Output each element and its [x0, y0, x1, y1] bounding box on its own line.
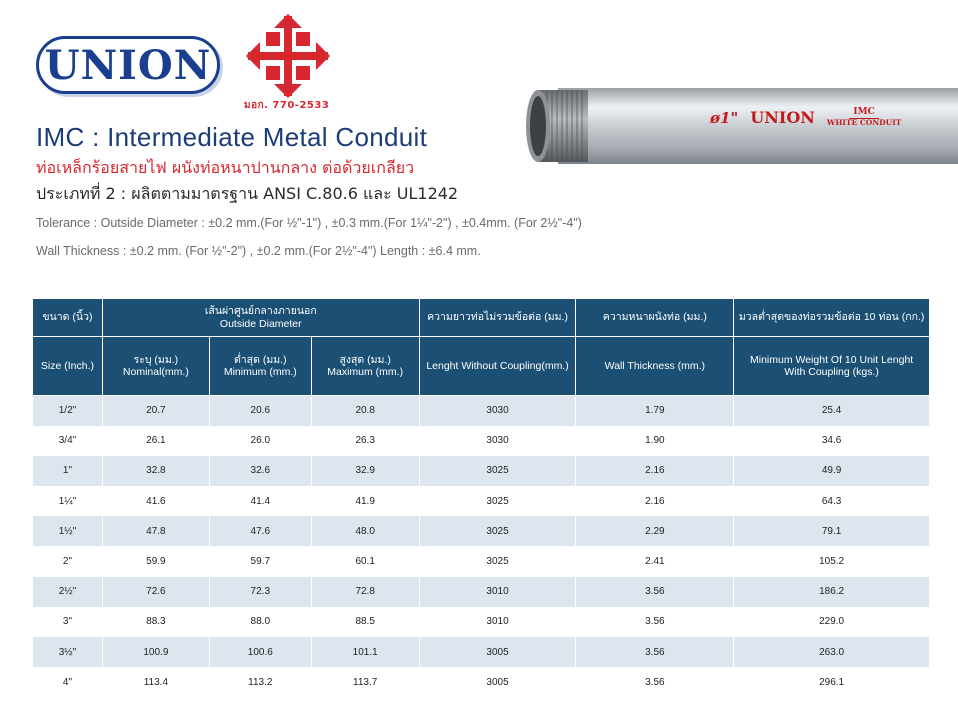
cell-size: 3"	[33, 607, 103, 637]
header-wall-en: Wall Thickness (mm.)	[576, 337, 734, 396]
cell-minimum: 72.3	[209, 577, 311, 607]
cell-length: 3025	[419, 456, 576, 486]
cell-weight: 229.0	[734, 607, 930, 637]
cell-maximum: 88.5	[311, 607, 419, 637]
cell-weight: 49.9	[734, 456, 930, 486]
cell-length: 3005	[419, 667, 576, 697]
tis-standard-mark-icon	[240, 14, 336, 98]
header-length-thai: ความยาวท่อไม่รวมข้อต่อ (มม.)	[419, 299, 576, 337]
header-nominal	[102, 337, 209, 396]
table-row	[33, 577, 930, 607]
cell-weight: 25.4	[734, 396, 930, 426]
header-weight-en: Minimum Weight Of 10 Unit Lenght With Coupling (kgs.)	[734, 337, 930, 396]
cell-size: 1/2"	[33, 396, 103, 426]
wall-thickness-note: Wall Thickness : ±0.2 mm. (For ½"-2") , ±0.2 mm.(For 2½"-4") Length : ±6.4 mm.	[36, 244, 481, 258]
cell-minimum: 47.6	[209, 516, 311, 546]
page-title: IMC : Intermediate Metal Conduit	[36, 122, 428, 152]
cell-length: 3030	[419, 426, 576, 456]
pipe-print-brand: UNION	[750, 108, 815, 128]
cell-size: 1"	[33, 456, 103, 486]
header-outside-diameter-en: Outside Diameter	[219, 317, 302, 330]
cell-maximum: 113.7	[311, 667, 419, 697]
cell-length: 3025	[419, 546, 576, 576]
cell-length: 3025	[419, 486, 576, 516]
cell-minimum: 113.2	[209, 667, 311, 697]
cell-size: 2½"	[33, 577, 103, 607]
cell-maximum: 20.8	[311, 396, 419, 426]
cell-wall: 3.56	[576, 577, 734, 607]
header-maximum-en: Maximum (mm.)	[327, 366, 404, 378]
header-outside-diameter	[102, 299, 419, 337]
table-row	[33, 516, 930, 546]
table-header-row-2	[33, 337, 930, 396]
header-minimum	[209, 337, 311, 396]
header-maximum-thai: สูงสุด (มม.)	[339, 353, 391, 366]
header-outside-diameter-thai: เส้นผ่าศูนย์กลางภายนอก	[204, 305, 317, 318]
cell-weight: 64.3	[734, 486, 930, 516]
cell-maximum: 101.1	[311, 637, 419, 667]
table-row	[33, 426, 930, 456]
tis-label: มอก. 770-2533	[244, 100, 330, 111]
cell-nominal: 41.6	[102, 486, 209, 516]
cell-minimum: 32.6	[209, 456, 311, 486]
cell-minimum: 41.4	[209, 486, 311, 516]
cell-minimum: 59.7	[209, 546, 311, 576]
cell-size: 3/4"	[33, 426, 103, 456]
cell-weight: 296.1	[734, 667, 930, 697]
cell-wall: 2.16	[576, 456, 734, 486]
cell-maximum: 72.8	[311, 577, 419, 607]
cell-size: 2"	[33, 546, 103, 576]
header-length-en: Lenght Without Coupling(mm.)	[419, 337, 576, 396]
cell-nominal: 72.6	[102, 577, 209, 607]
pipe-print-type-top: IMC	[849, 108, 878, 119]
cell-nominal: 32.8	[102, 456, 209, 486]
cell-nominal: 47.8	[102, 516, 209, 546]
cell-maximum: 41.9	[311, 486, 419, 516]
cell-size: 3½"	[33, 637, 103, 667]
table-row	[33, 637, 930, 667]
header-size-thai: ขนาด (นิ้ว)	[33, 299, 103, 337]
standard-type-line: ประเภทที่ 2 : ผลิตตามมาตรฐาน ANSI C.80.6 และ UL1242	[36, 184, 459, 203]
table-row	[33, 396, 930, 426]
table-row	[33, 546, 930, 576]
header-minimum-thai: ต่ำสุด (มม.)	[233, 353, 287, 366]
cell-length: 3010	[419, 577, 576, 607]
pipe-print-size: ø1"	[710, 108, 739, 127]
cell-maximum: 48.0	[311, 516, 419, 546]
cell-minimum: 88.0	[209, 607, 311, 637]
cell-wall: 2.29	[576, 516, 734, 546]
cell-weight: 263.0	[734, 637, 930, 667]
cell-weight: 186.2	[734, 577, 930, 607]
cell-wall: 1.79	[576, 396, 734, 426]
cell-weight: 79.1	[734, 516, 930, 546]
union-logo-text: UNION	[44, 41, 212, 89]
spec-table	[32, 298, 930, 697]
cell-nominal: 88.3	[102, 607, 209, 637]
pipe-print-type	[827, 108, 901, 127]
cell-weight: 34.6	[734, 426, 930, 456]
page-subtitle-thai: ท่อเหล็กร้อยสายไฟ ผนังท่อหนาปานกลาง ต่อด้วยเกลียว	[36, 158, 415, 177]
pipe-print	[710, 108, 901, 127]
tolerance-note: Tolerance : Outside Diameter : ±0.2 mm.(For ½"-1") , ±0.3 mm.(For 1¼"-2") , ±0.4mm. (For 2½"-4")	[36, 216, 582, 230]
cell-nominal: 113.4	[102, 667, 209, 697]
header-wall-thai: ความหนาผนังท่อ (มม.)	[576, 299, 734, 337]
table-row	[33, 667, 930, 697]
cell-length: 3005	[419, 637, 576, 667]
cell-minimum: 26.0	[209, 426, 311, 456]
cell-minimum: 20.6	[209, 396, 311, 426]
cell-weight: 105.2	[734, 546, 930, 576]
table-header-row-1	[33, 299, 930, 337]
header-size-en: Size (Inch.)	[33, 337, 103, 396]
cell-wall: 3.56	[576, 607, 734, 637]
cell-wall: 3.56	[576, 637, 734, 667]
cell-size: 1½"	[33, 516, 103, 546]
table-row	[33, 486, 930, 516]
header-minimum-en: Minimum (mm.)	[223, 366, 297, 378]
spec-table-body	[33, 396, 930, 698]
cell-nominal: 20.7	[102, 396, 209, 426]
cell-maximum: 32.9	[311, 456, 419, 486]
cell-length: 3010	[419, 607, 576, 637]
cell-minimum: 100.6	[209, 637, 311, 667]
cell-length: 3030	[419, 396, 576, 426]
cell-size: 1¼"	[33, 486, 103, 516]
cell-nominal: 59.9	[102, 546, 209, 576]
cell-nominal: 26.1	[102, 426, 209, 456]
header-nominal-en: Nominal(mm.)	[122, 366, 189, 378]
cell-maximum: 26.3	[311, 426, 419, 456]
pipe-print-type-bottom: WHITE CONDUIT	[826, 117, 902, 127]
cell-wall: 3.56	[576, 667, 734, 697]
header-nominal-thai: ระบุ (มม.)	[133, 353, 179, 366]
table-row	[33, 607, 930, 637]
cell-length: 3025	[419, 516, 576, 546]
table-row	[33, 456, 930, 486]
union-logo	[36, 36, 220, 94]
header-weight-thai: มวลต่ำสุดของท่อรวมข้อต่อ 10 ท่อน (กก.)	[734, 299, 930, 337]
cell-wall: 2.41	[576, 546, 734, 576]
cell-wall: 1.90	[576, 426, 734, 456]
cell-nominal: 100.9	[102, 637, 209, 667]
cell-wall: 2.16	[576, 486, 734, 516]
header-maximum	[311, 337, 419, 396]
cell-maximum: 60.1	[311, 546, 419, 576]
cell-size: 4"	[33, 667, 103, 697]
